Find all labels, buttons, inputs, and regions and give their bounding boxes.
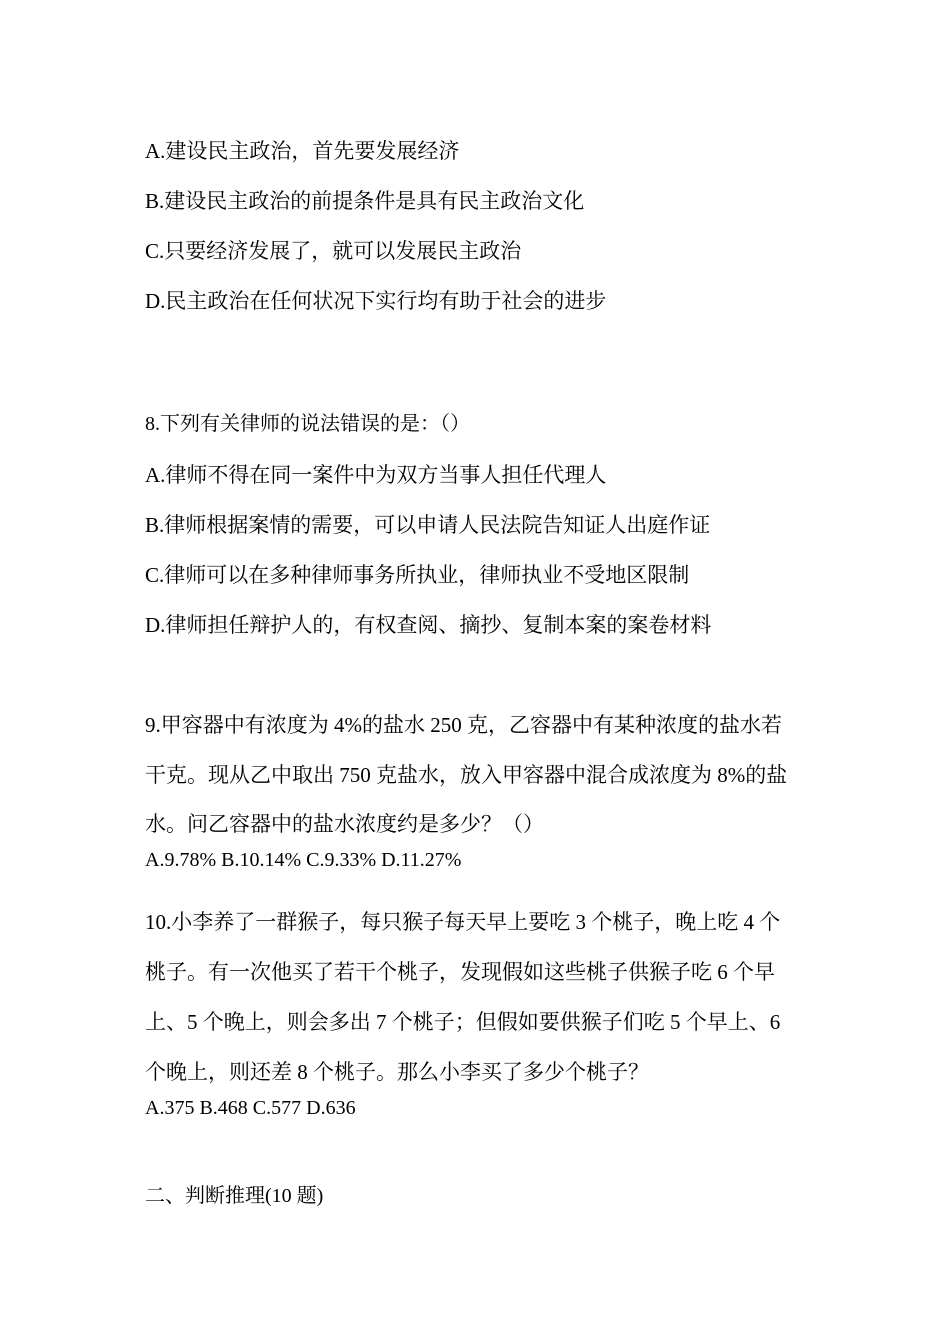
section-2-title: 二、判断推理(10 题): [145, 1185, 324, 1207]
q10-question-line-3: 上、5 个晚上，则会多出 7 个桃子；但假如要供猴子们吃 5 个早上、6: [145, 1010, 781, 1034]
q10-options: A.375 B.468 C.577 D.636: [145, 1097, 356, 1119]
q8-option-c: C.律师可以在多种律师事务所执业，律师执业不受地区限制: [145, 563, 690, 587]
q8-option-b: B.律师根据案情的需要，可以申请人民法院告知证人出庭作证: [145, 513, 711, 537]
q8-option-a: A.律师不得在同一案件中为双方当事人担任代理人: [145, 463, 607, 487]
q8-option-d: D.律师担任辩护人的，有权查阅、摘抄、复制本案的案卷材料: [145, 613, 712, 637]
q7-option-b: B.建设民主政治的前提条件是具有民主政治文化: [145, 189, 585, 213]
q7-option-a: A.建设民主政治，首先要发展经济: [145, 139, 460, 163]
q10-question-line-4: 个晚上，则还差 8 个桃子。那么小李买了多少个桃子？: [145, 1060, 649, 1084]
q7-option-d: D.民主政治在任何状况下实行均有助于社会的进步: [145, 289, 607, 313]
q7-option-c: C.只要经济发展了，就可以发展民主政治: [145, 239, 522, 263]
q9-question-line-2: 干克。现从乙中取出 750 克盐水，放入甲容器中混合成浓度为 8%的盐: [145, 763, 788, 787]
q10-question-line-2: 桃子。有一次他买了若干个桃子，发现假如这些桃子供猴子吃 6 个早: [145, 960, 775, 984]
q9-question-line-1: 9.甲容器中有浓度为 4%的盐水 250 克，乙容器中有某种浓度的盐水若: [145, 713, 782, 737]
q9-options: A.9.78% B.10.14% C.9.33% D.11.27%: [145, 849, 462, 871]
q9-question-line-3: 水。问乙容器中的盐水浓度约是多少？（）: [145, 812, 544, 836]
q8-question: 8.下列有关律师的说法错误的是：（）: [145, 413, 470, 435]
q10-question-line-1: 10.小李养了一群猴子，每只猴子每天早上要吃 3 个桃子，晚上吃 4 个: [145, 910, 781, 934]
